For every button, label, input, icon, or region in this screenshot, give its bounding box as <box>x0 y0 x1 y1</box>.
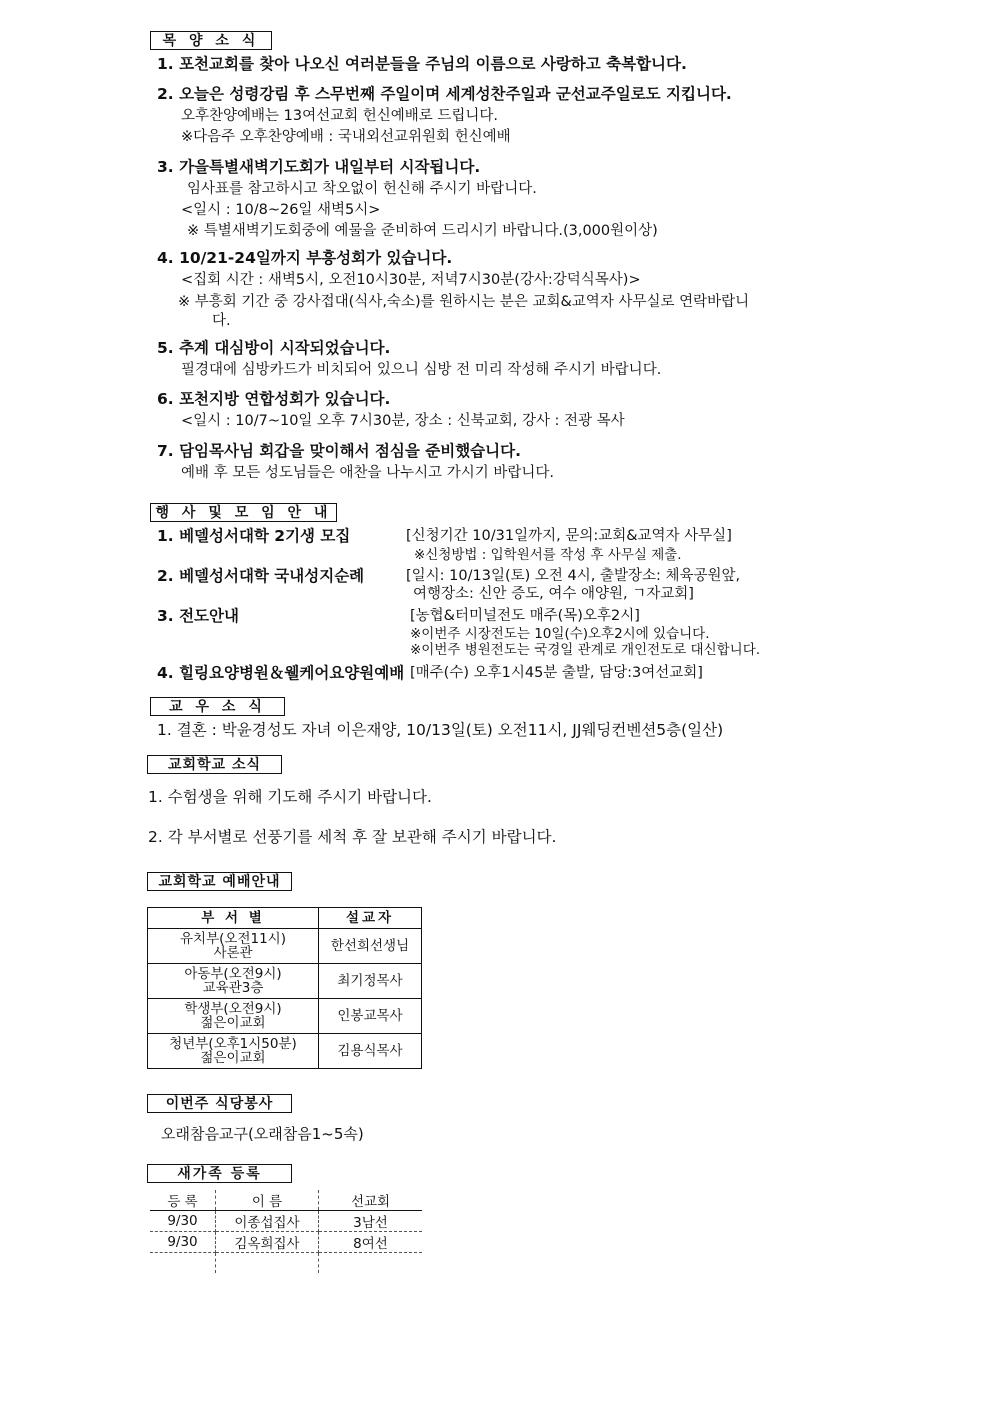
dept-name: 학생부(오전9시) <box>184 1001 282 1017</box>
date-cell: 9/30 <box>150 1211 216 1232</box>
section-title-kitchen: 이번주 식당봉사 <box>147 1094 292 1113</box>
event-item-1: 1. 베델성서대학 2기생 모집 <box>157 527 351 545</box>
table-row <box>150 1232 422 1253</box>
table-row <box>150 1211 422 1232</box>
event-item-3-detail-3: ※이번주 병원전도는 국경일 관계로 개인전도로 대신합니다. <box>410 642 761 658</box>
mokyang-item-2-line-1: 오후찬양예배는 13여선교회 헌신예배로 드립니다. <box>181 108 499 124</box>
dept-place: 젊은이교회 <box>200 1015 266 1031</box>
dept-place: 사론관 <box>213 945 253 961</box>
dept-place: 젊은이교회 <box>200 1050 266 1066</box>
mokyang-item-5: 5. 추계 대심방이 시작되었습니다. <box>157 339 391 357</box>
event-item-2-detail-1: [일시: 10/13일(토) 오전 4시, 출발장소: 체육공원앞, <box>406 568 741 584</box>
table-header-preacher: 설교자 <box>319 908 422 929</box>
school-news-item-1: 1. 수험생을 위해 기도해 주시기 바랍니다. <box>148 788 432 806</box>
preacher-cell: 인봉교목사 <box>319 999 422 1034</box>
event-item-2: 2. 베델성서대학 국내성지순례 <box>157 567 365 585</box>
table-header-date: 등 록 <box>150 1190 216 1211</box>
section-title-gyowoo: 교 우 소 식 <box>150 697 285 716</box>
mokyang-item-6-line-1: <일시 : 10/7~10일 오후 7시30분, 장소 : 신북교회, 강사 : 전광 목사 <box>181 413 625 429</box>
dept-name: 유치부(오전11시) <box>180 931 286 947</box>
dept-cell <box>148 1034 319 1069</box>
mokyang-item-1: 1. 포천교회를 찾아 나오신 여러분들을 주님의 이름으로 사랑하고 축복합니다. <box>157 55 687 73</box>
group-cell: 8여선 <box>319 1232 423 1253</box>
date-cell: 9/30 <box>150 1232 216 1253</box>
name-cell: 김옥희집사 <box>216 1232 319 1253</box>
group-cell <box>319 1253 423 1274</box>
mokyang-item-4-line-3: 다. <box>212 313 231 329</box>
section-title-school-worship: 교회학교 예배안내 <box>147 872 292 891</box>
event-item-3: 3. 전도안내 <box>157 607 239 625</box>
dept-name: 아동부(오전9시) <box>184 966 282 982</box>
dept-cell <box>148 999 319 1034</box>
kitchen-service-text: 오래참음교구(오래참음1~5속) <box>161 1125 364 1143</box>
mokyang-item-7-line-1: 예배 후 모든 성도님들은 애찬을 나누시고 가시기 바랍니다. <box>181 465 555 481</box>
dept-place: 교육관3층 <box>202 980 264 996</box>
preacher-cell: 한선희선생님 <box>319 929 422 964</box>
mokyang-item-2-line-2: ※다음주 오후찬양예배 : 국내외선교위원회 헌신예배 <box>181 129 511 145</box>
event-item-1-detail-2: ※신청방법 : 입학원서를 작성 후 사무실 제출. <box>414 547 682 563</box>
table-row <box>148 964 422 999</box>
preacher-cell: 최기정목사 <box>319 964 422 999</box>
table-row <box>150 1253 422 1274</box>
name-cell: 이종섭집사 <box>216 1211 319 1232</box>
worship-schedule-table <box>147 907 422 1069</box>
mokyang-item-5-line-1: 필경대에 심방카드가 비치되어 있으니 심방 전 미리 작성해 주시기 바랍니다. <box>181 362 662 378</box>
section-title-mokyang: 목 양 소 식 <box>150 31 272 50</box>
event-item-3-detail-2: ※이번주 시장전도는 10일(수)오후2시에 있습니다. <box>410 626 710 642</box>
table-row <box>148 999 422 1034</box>
dept-cell <box>148 964 319 999</box>
section-title-events: 행 사 및 모 임 안 내 <box>150 503 337 522</box>
mokyang-item-4-line-2: ※ 부흥회 기간 중 강사접대(식사,숙소)를 원하시는 분은 교회&교역자 사무실로 연락바랍니 <box>178 294 750 310</box>
mokyang-item-2: 2. 오늘은 성령강림 후 스무번째 주일이며 세계성찬주일과 군선교주일로도 지킵니다. <box>157 85 732 103</box>
mokyang-item-6: 6. 포천지방 연합성회가 있습니다. <box>157 390 391 408</box>
group-cell: 3남선 <box>319 1211 423 1232</box>
event-item-3-detail-1: [농협&터미널전도 매주(목)오후2시] <box>410 608 640 624</box>
date-cell <box>150 1253 216 1274</box>
dept-name: 청년부(오후1시50분) <box>169 1036 297 1052</box>
name-cell <box>216 1253 319 1274</box>
event-item-4-detail-1: [매주(수) 오후1시45분 출발, 담당:3여선교회] <box>410 665 703 681</box>
mokyang-item-3: 3. 가을특별새벽기도회가 내일부터 시작됩니다. <box>157 158 481 176</box>
mokyang-item-3-line-2: <일시 : 10/8~26일 새벽5시> <box>181 202 381 218</box>
preacher-cell: 김용식목사 <box>319 1034 422 1069</box>
gyowoo-item-1: 1. 결혼 : 박윤경성도 자녀 이은재양, 10/13일(토) 오전11시, JJ웨딩컨벤션5층(일산) <box>157 721 724 739</box>
event-item-1-detail-1: [신청기간 10/31일까지, 문의:교회&교역자 사무실] <box>406 528 732 544</box>
table-header-group: 선교회 <box>319 1190 423 1211</box>
table-row <box>148 929 422 964</box>
dept-cell <box>148 929 319 964</box>
mokyang-item-7: 7. 담임목사님 회갑을 맞이해서 점심을 준비했습니다. <box>157 442 521 460</box>
section-title-new-family: 새가족 등록 <box>147 1164 292 1183</box>
event-item-2-detail-2: 여행장소: 신안 증도, 여수 애양원, ㄱ자교회] <box>413 586 694 602</box>
mokyang-item-4: 4. 10/21-24일까지 부흥성회가 있습니다. <box>157 249 453 267</box>
new-family-table <box>150 1190 422 1273</box>
mokyang-item-3-line-1: 임사표를 참고하시고 착오없이 헌신해 주시기 바랍니다. <box>187 181 537 197</box>
school-news-item-2: 2. 각 부서별로 선풍기를 세척 후 잘 보관해 주시기 바랍니다. <box>148 828 557 846</box>
table-header-dept: 부 서 별 <box>148 908 319 929</box>
mokyang-item-3-line-3: ※ 특별새벽기도회중에 예물을 준비하여 드리시기 바랍니다.(3,000원이상) <box>187 223 658 239</box>
table-header-name: 이 름 <box>216 1190 319 1211</box>
section-title-school-news: 교회학교 소식 <box>147 755 282 774</box>
event-item-4: 4. 힐링요양병원＆웰케어요양원예배 <box>157 664 405 682</box>
mokyang-item-4-line-1: <집회 시간 : 새벽5시, 오전10시30분, 저녁7시30분(강사:강덕식목사)> <box>181 272 641 288</box>
table-row <box>148 1034 422 1069</box>
